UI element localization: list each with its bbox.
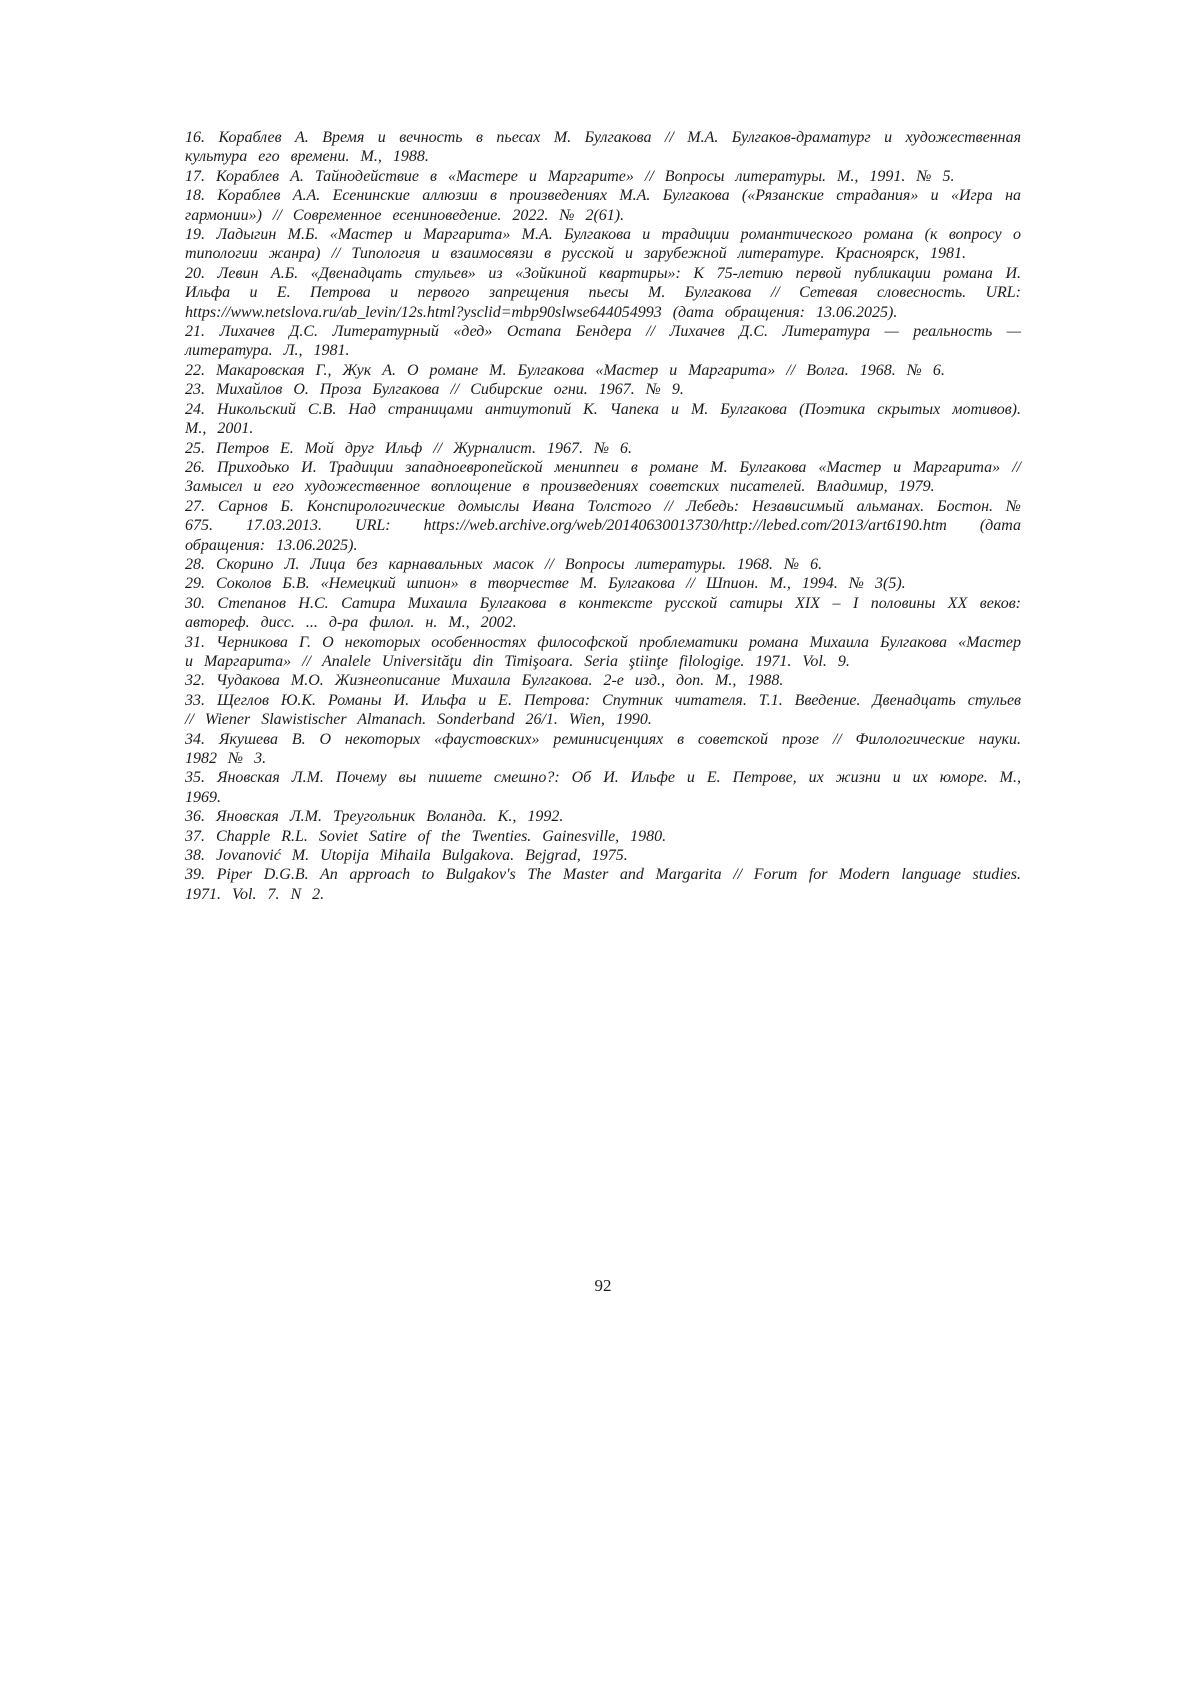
- reference-entry: 30. Степанов Н.С. Сатира Михаила Булгакова в контексте русской сатиры XIX – I половины XX веков: автореф. дисс. ... д-ра филол. н. М., 2002.: [185, 594, 1021, 632]
- reference-entry: 17. Кораблев А. Тайнодействие в «Мастере и Маргарите» // Вопросы литературы. М., 1991. № 5.: [185, 167, 955, 185]
- reference-entry: 27. Сарнов Б. Конспирологические домыслы Ивана Толстого // Лебедь: Независимый альманах. Бостон. № 675. 17.03.2013. URL: https://web.archive.org/web/20140630013730/http://lebed.com/2013/art6190.htm (дата обращения: 13.06.2025).: [185, 497, 1021, 554]
- reference-entry: 31. Черникова Г. О некоторых особенностях философской проблематики романа Михаила Булгакова «Мастер и Маргарита» // Analele Universităţu din Timişoara. Seria ştiinţe filologige. 1971. Vol. 9.: [185, 633, 1021, 670]
- reference-entry: 38. Jovanović M. Utopija Mihaila Bulgakova. Bejgrad, 1975.: [185, 847, 628, 865]
- reference-entry: 33. Щеглов Ю.К. Романы И. Ильфа и Е. Петрова: Спутник читателя. Т.1. Введение. Двенадцать стульев // Wiener Slawistischer Almanach. Sonderband 26/1. Wien, 1990.: [185, 691, 1021, 729]
- references-list: [185, 128, 1021, 904]
- reference-entry: 36. Яновская Л.М. Треугольник Воланда. К., 1992.: [185, 808, 564, 826]
- reference-entry: 18. Кораблев А.А. Есенинские аллюзии в произведениях М.А. Булгакова («Рязанские страдания» и «Игра на гармонии») // Современное есениноведение. 2022. № 2(61).: [185, 187, 1021, 224]
- reference-entry: 20. Левин А.Б. «Двенадцать стульев» из «Зойкиной квартиры»: К 75-летию первой публикации романа И. Ильфа и Е. Петрова и первого запрещения пьесы М. Булгакова // Сетевая словесность. URL: https://www.netslova.ru/ab_levin/12s.html?ysclid=mbp90slwse644054993 (дата обращения: 13.06.2025).: [185, 264, 1021, 321]
- reference-entry: 26. Приходько И. Традиции западноевропейской мениппеи в романе М. Булгакова «Мастер и Маргарита» // Замысел и его художественное воплощение в произведениях советских писателей. Владимир, 1979.: [185, 458, 1021, 496]
- reference-entry: 32. Чудакова М.О. Жизнеописание Михаила Булгакова. 2-е изд., доп. М., 1988.: [185, 672, 784, 690]
- reference-entry: 34. Якушева В. О некоторых «фаустовских» реминисценциях в советской прозе // Филологические науки. 1982 № 3.: [185, 730, 1021, 767]
- reference-entry: 25. Петров Е. Мой друг Ильф // Журналист. 1967. № 6.: [185, 439, 633, 457]
- reference-entry: 16. Кораблев А. Время и вечность в пьесах М. Булгакова // М.А. Булгаков-драматург и художественная культура его времени. М., 1988.: [185, 129, 1021, 166]
- reference-entry: 19. Ладыгин М.Б. «Мастер и Маргарита» М.А. Булгакова и традиции романтического романа (к вопросу о типологии жанра) // Типология и взаимосвязи в русской и зарубежной литературе. Красноярск, 1981.: [185, 226, 1021, 263]
- reference-entry: 35. Яновская Л.М. Почему вы пишете смешно?: Об И. Ильфе и Е. Петрове, их жизни и их юморе. М., 1969.: [185, 769, 1021, 806]
- reference-entry: 39. Piper D.G.B. An approach to Bulgakov's The Master and Margarita // Forum for Modern language studies. 1971. Vol. 7. N 2.: [185, 866, 1021, 903]
- reference-entry: 21. Лихачев Д.С. Литературный «дед» Остапа Бендера // Лихачев Д.С. Литература — реальность — литература. Л., 1981.: [185, 323, 1021, 360]
- reference-entry: 29. Соколов Б.В. «Немецкий шпион» в творчестве М. Булгакова // Шпион. М., 1994. № 3(5).: [185, 575, 906, 593]
- reference-entry: 37. Chapple R.L. Soviet Satire of the Twenties. Gainesville, 1980.: [185, 827, 667, 845]
- reference-entry: 24. Никольский С.В. Над страницами антиутопий К. Чапека и М. Булгакова (Поэтика скрытых мотивов). М., 2001.: [185, 400, 1021, 438]
- reference-entry: 23. Михайлов О. Проза Булгакова // Сибирские огни. 1967. № 9.: [185, 381, 684, 399]
- reference-entry: 22. Макаровская Г., Жук А. О романе М. Булгакова «Мастер и Маргарита» // Волга. 1968. № 6.: [185, 361, 945, 379]
- reference-entry: 28. Скорино Л. Лица без карнавальных масок // Вопросы литературы. 1968. № 6.: [185, 555, 823, 573]
- page-number: 92: [594, 1276, 612, 1295]
